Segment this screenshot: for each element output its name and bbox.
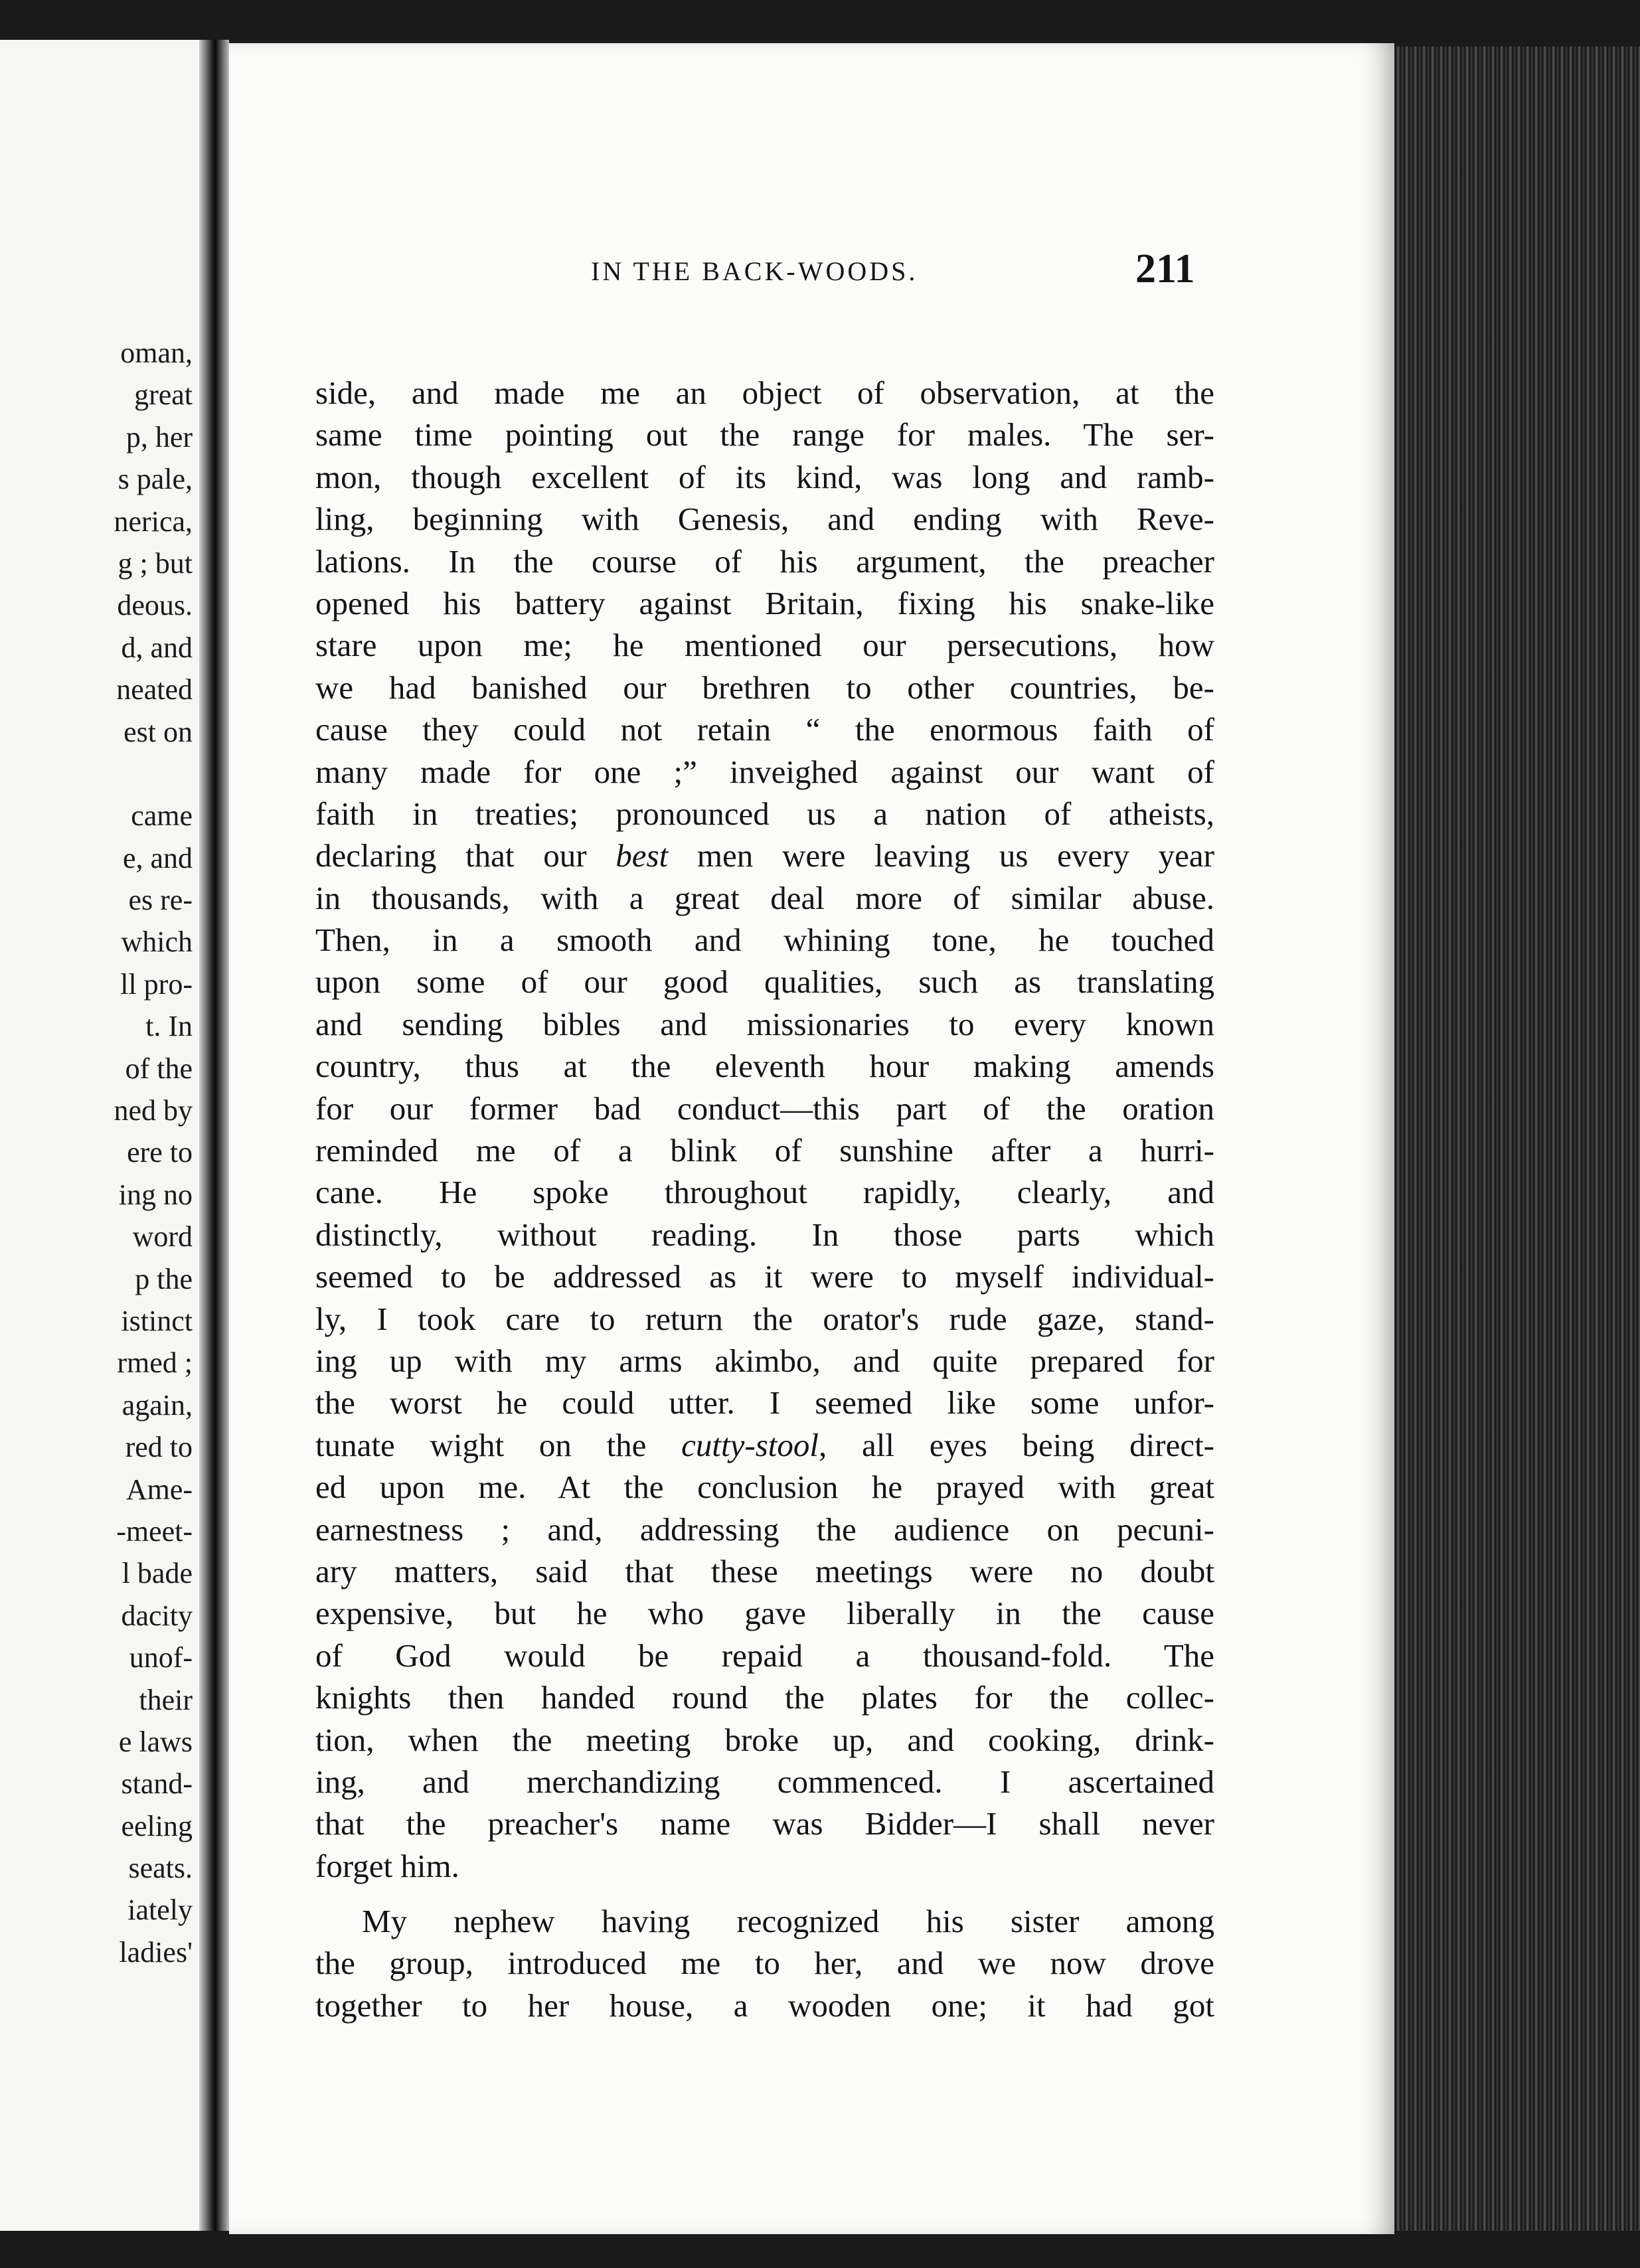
text-line: in thousands, with a great deal more of similar abuse.	[315, 879, 1214, 916]
facing-page-line: unof-	[129, 1641, 193, 1674]
text-line: the group, introduced me to her, and we now drove	[315, 1945, 1214, 1982]
book-gutter	[199, 40, 229, 2231]
text-line: upon some of our good qualities, such as translating	[315, 963, 1214, 1001]
text-line: ing up with my arms akimbo, and quite prepared for	[315, 1342, 1214, 1379]
text-line: of God would be repaid a thousand-fold. The	[315, 1637, 1214, 1674]
facing-page-line: g ; but	[118, 546, 193, 580]
body-text	[315, 372, 1214, 2026]
running-head-title: IN THE BACK-WOODS.	[591, 256, 918, 286]
facing-page-line: rmed ;	[117, 1346, 193, 1380]
facing-page-text-fragments	[0, 332, 193, 1973]
text-line: that the preacher's name was Bidder—I shall never	[315, 1805, 1214, 1842]
text-line: country, thus at the eleventh hour making amends	[315, 1048, 1214, 1085]
facing-page-line: came	[131, 799, 193, 833]
facing-page-line: ing no	[118, 1178, 193, 1211]
text-line: ling, beginning with Genesis, and ending with Reve-	[315, 501, 1214, 538]
facing-page-line: -meet-	[116, 1514, 193, 1548]
facing-page-line: Ame-	[125, 1473, 193, 1506]
facing-page-left	[0, 40, 199, 2231]
facing-page-line: great	[134, 378, 193, 412]
text-line: cause they could not retain “ the enormous faith of	[315, 711, 1214, 748]
text-line: Then, in a smooth and whining tone, he touched	[315, 922, 1214, 959]
facing-page-line: of the	[125, 1052, 193, 1085]
facing-page-line	[0, 753, 193, 795]
facing-page-line: oman,	[120, 337, 193, 369]
paragraph-gap	[315, 1887, 1214, 1900]
facing-page-line: which	[121, 926, 193, 959]
book-page-right	[229, 43, 1394, 2234]
facing-page-line: dacity	[121, 1599, 193, 1632]
text-line: tunate wight on the cutty-stool, all eyes being direct-	[315, 1426, 1214, 1463]
facing-page-line: stand-	[121, 1767, 193, 1801]
page-block-edge	[1388, 46, 1640, 2231]
facing-page-line: e, and	[122, 841, 193, 874]
text-line: ly, I took care to return the orator's rude gaze, stand-	[315, 1300, 1214, 1337]
text-line: the worst he could utter. I seemed like some unfor-	[315, 1384, 1214, 1421]
text-line: seemed to be addressed as it were to myself individual-	[315, 1258, 1214, 1295]
text-line: forget him.	[315, 1847, 459, 1884]
facing-page-line: l bade	[122, 1557, 193, 1590]
facing-page-line: eeling	[121, 1809, 193, 1842]
facing-page-line: word	[132, 1220, 193, 1254]
text-line: ing, and merchandizing commenced. I ascertained	[315, 1763, 1214, 1800]
facing-page-line: es re-	[128, 884, 193, 917]
facing-page-line: ned by	[114, 1094, 193, 1127]
facing-page-line: again,	[122, 1388, 193, 1421]
facing-page-line: est on	[123, 715, 193, 748]
text-line: knights then handed round the plates for the collec-	[315, 1679, 1214, 1716]
text-line: lations. In the course of his argument, the preacher	[315, 542, 1214, 580]
facing-page-line: ladies'	[119, 1935, 193, 1969]
facing-page-line: p the	[135, 1262, 193, 1295]
facing-page-line: ll pro-	[120, 967, 193, 1001]
text-line: opened his battery against Britain, fixing his snake-like	[315, 584, 1214, 621]
facing-page-line: iately	[127, 1894, 193, 1927]
text-line: side, and made me an object of observation, at the	[315, 374, 1214, 411]
facing-page-line: deous.	[117, 589, 193, 622]
text-line: My nephew having recognized his sister among	[362, 1903, 1214, 1940]
text-line: and sending bibles and missionaries to every known	[315, 1005, 1214, 1042]
text-line: same time pointing out the range for males. The ser-	[315, 416, 1214, 453]
text-line: declaring that our best men were leaving us every year	[315, 837, 1214, 874]
text-line: distinctly, without reading. In those parts which	[315, 1216, 1214, 1253]
text-line: ary matters, said that these meetings were no doubt	[315, 1552, 1214, 1589]
text-line: expensive, but he who gave liberally in the cause	[315, 1595, 1214, 1632]
facing-page-line: nerica,	[114, 505, 193, 538]
facing-page-line: ere to	[127, 1136, 193, 1169]
facing-page-line: p, her	[125, 420, 193, 453]
text-line: tion, when the meeting broke up, and cooking, drink-	[315, 1721, 1214, 1758]
facing-page-line: d, and	[121, 631, 193, 664]
facing-page-line: t. In	[145, 1010, 193, 1043]
text-line: faith in treaties; pronounced us a nation of atheists,	[315, 795, 1214, 832]
running-head	[229, 246, 1394, 299]
text-line: together to her house, a wooden one; it had got	[315, 1986, 1214, 2024]
text-line: reminded me of a blink of sunshine after a hurri-	[315, 1132, 1214, 1169]
text-line: we had banished our brethren to other countries, be-	[315, 669, 1214, 706]
text-line: stare upon me; he mentioned our persecutions, how	[315, 627, 1214, 664]
facing-page-line: s pale,	[118, 463, 193, 496]
text-line: earnestness ; and, addressing the audience on pecuni-	[315, 1510, 1214, 1548]
text-line: many made for one ;” inveighed against our want of	[315, 753, 1214, 790]
facing-page-line: e laws	[118, 1725, 193, 1758]
text-line: cane. He spoke throughout rapidly, clearly, and	[315, 1174, 1214, 1211]
facing-page-line: neated	[116, 673, 193, 706]
facing-page-line: istinct	[121, 1304, 193, 1337]
facing-page-line: red to	[125, 1431, 193, 1464]
facing-page-line: their	[139, 1683, 193, 1716]
text-line: ed upon me. At the conclusion he prayed with great	[315, 1469, 1214, 1506]
text-line: for our former bad conduct—this part of the oration	[315, 1090, 1214, 1127]
page-number: 211	[1135, 246, 1195, 291]
facing-page-line: seats.	[128, 1852, 193, 1885]
text-line: mon, though excellent of its kind, was long and ramb-	[315, 458, 1214, 495]
